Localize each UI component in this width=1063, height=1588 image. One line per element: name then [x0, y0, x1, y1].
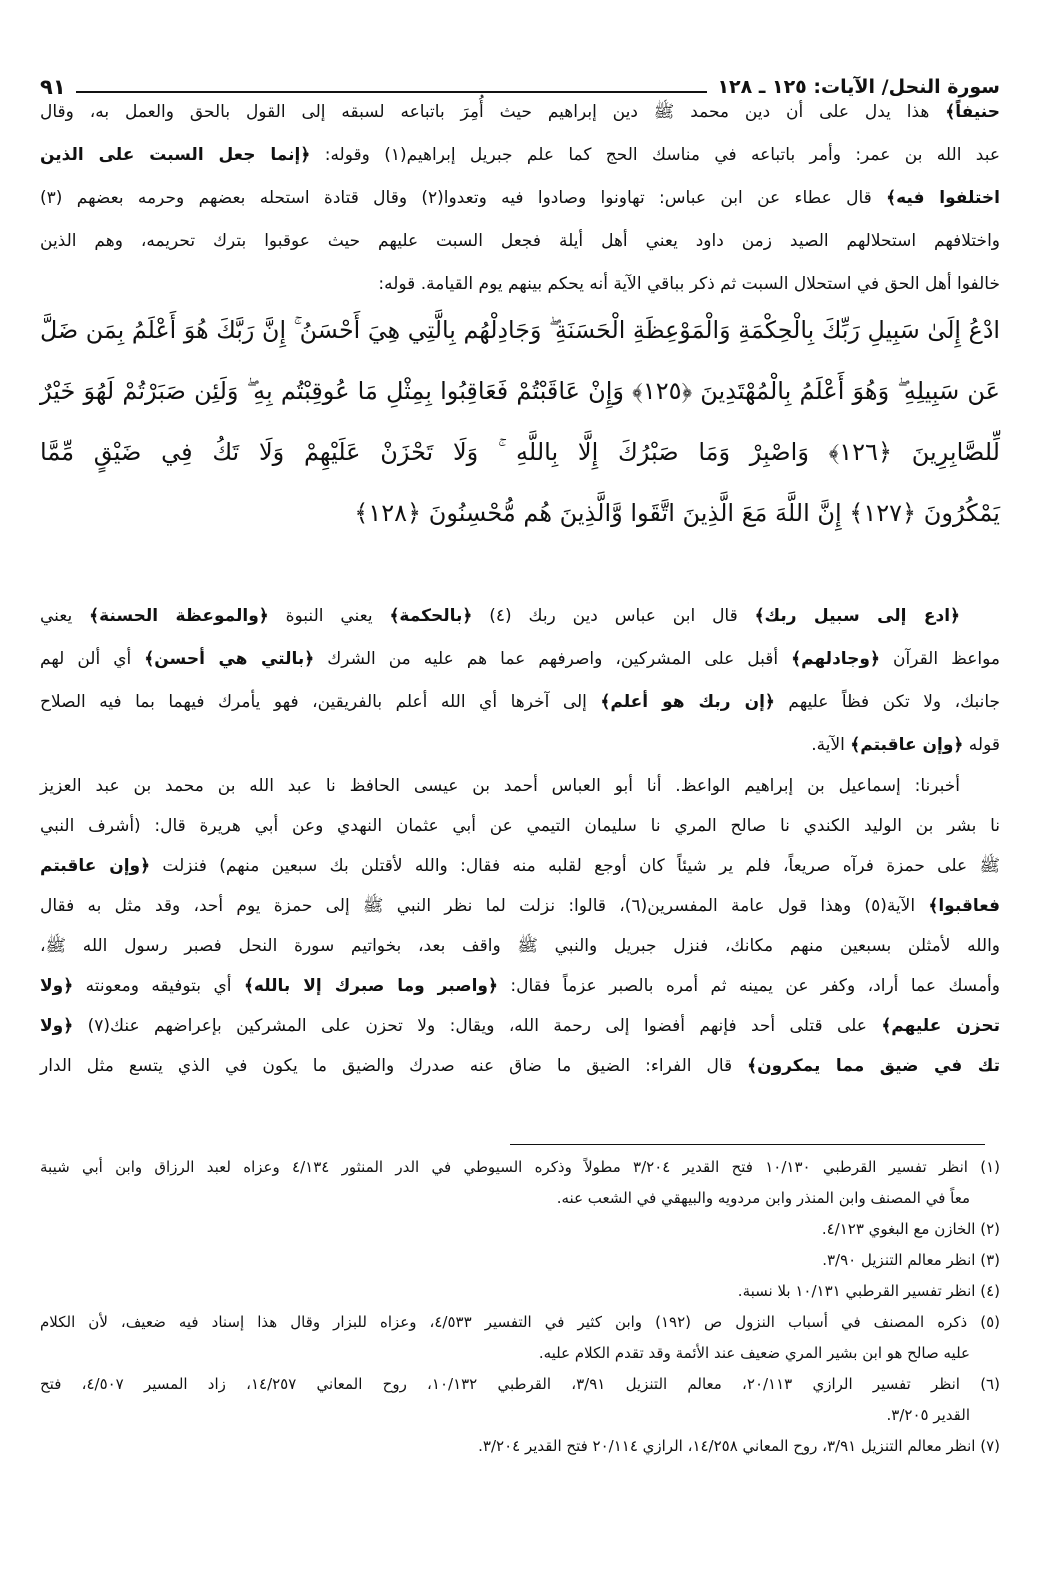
paragraph-line: [40, 221, 1000, 261]
line-text: [40, 649, 1000, 669]
line-text: [40, 776, 960, 796]
text-run: مواعظ القرآن: [879, 649, 1000, 669]
line-text: [40, 145, 1000, 165]
paragraph-line: [40, 966, 1000, 1006]
line-text: [40, 1016, 1000, 1036]
line-text: القدير ٣/٢٠٥.: [886, 1406, 970, 1424]
paragraph-line: [40, 725, 1000, 765]
text-run: خالفوا أهل الحق في استحلال السبت ثم ذكر بباقي الآية أنه يحكم بينهم يوم القيامة. قوله:: [378, 274, 1000, 294]
text-run: وأمسك عما أراد، وكفر عن يمينه ثم أمره بالصبر عزماً فقال:: [497, 976, 1000, 996]
text-run: قوله: [963, 735, 1000, 755]
line-text: [378, 274, 1000, 294]
line-text: [40, 231, 1000, 251]
text-run: قال عطاء عن ابن عباس: تهاونوا وصادوا فيه وتعدوا(٢) وقال قتادة استحله بعضهم وحرمه بعضهم (٣): [40, 188, 887, 208]
quoted-verse-text: ﴿وجادلهم﴾: [791, 649, 880, 669]
line-text: [40, 1056, 1000, 1076]
paragraph-line: [40, 135, 1000, 175]
line-text: [40, 896, 1000, 916]
quoted-verse-text: تحزن عليهم﴾: [881, 1016, 1000, 1036]
quoted-verse-text: ﴿بالتي هي أحسن﴾: [144, 649, 315, 669]
line-text: [40, 936, 1000, 956]
footnote-line: [40, 1276, 1000, 1306]
line-text: (٤) انظر تفسير القرطبي ١٠/١٣١ بلا نسبة.: [737, 1282, 1000, 1300]
line-text: (٥) ذكره المصنف في أسباب النزول ص (١٩٢) وابن كثير في التفسير ٤/٥٣٣، وعزاه للبزار وقال هذا إسناد فيه ضعيف، لأن الكلام: [40, 1313, 1000, 1331]
quran-verse-line: [40, 300, 1000, 360]
paragraph-line: [40, 886, 1000, 926]
paragraph-line: [40, 926, 1000, 966]
text-run: ﷺ على حمزة فرآه صريعاً، فلم ير شيئاً كان أوجع لقلبه منه فقال: والله لأقتلن بك سبعين منهم) فنزلت: [150, 856, 1001, 876]
quoted-verse-text: ﴿والموعظة الحسنة﴾: [89, 606, 269, 626]
paragraph-line: [40, 846, 1000, 886]
text-run: أخبرنا: إسماعيل بن إبراهيم الواعظ. أنا أبو العباس أحمد بن عيسى الحافظ نا عبد الله بن محمد بن عبد العزيز: [40, 776, 960, 796]
paragraph-line: [40, 766, 1000, 806]
paragraph-line: [40, 1046, 1000, 1086]
line-text: [40, 976, 1000, 996]
line-text: (٦) انظر تفسير الرازي ٢٠/١١٣، معالم التنزيل ٣/٩١، القرطبي ١٠/١٣٢، روح المعاني ١٤/٢٥٧، زاد المسير ٤/٥٠٧، فتح: [40, 1375, 1000, 1393]
quoted-verse-text: فعاقبوا﴾: [928, 896, 1001, 916]
paragraph-line: [40, 1006, 1000, 1046]
header-title: سورة النحل/ الآيات: ١٢٥ ـ ١٢٨: [717, 76, 1000, 98]
footnote-separator: [510, 1144, 985, 1145]
paragraph-line: [40, 682, 1000, 722]
line-text: [40, 188, 1000, 208]
footnote-line: [40, 1338, 1000, 1368]
quoted-verse-text: ﴿وإن عاقبتم﴾: [850, 735, 964, 755]
paragraph-line: [40, 178, 1000, 218]
footnote-line: [40, 1245, 1000, 1275]
quoted-verse-text: ﴿ولا: [40, 976, 74, 996]
text-run: والله لأمثلن بسبعين منهم مكانك، فنزل جبريل والنبي ﷺ واقف بعد، بخواتيم سورة النحل فصبر رسول الله ﷺ،: [40, 936, 1000, 956]
quoted-verse-text: ﴿بالحكمة﴾: [389, 606, 473, 626]
line-text: [40, 692, 1000, 712]
text-run: واختلافهم استحلالهم الصيد زمن داود يعني أهل أيلة فجعل السبت عليهم حيث عوقبوا بترك تحريمه، وهم الذين: [40, 231, 1000, 251]
text-run: يعني النبوة: [268, 606, 390, 626]
paragraph-line: [40, 639, 1000, 679]
paragraph-line: [40, 264, 1000, 304]
line-text: [40, 816, 1000, 836]
text-run: قال ابن عباس دين ربك (٤): [472, 606, 755, 626]
paragraph-line: [40, 92, 1000, 132]
line-text: (٣) انظر معالم التنزيل ٣/٩٠.: [822, 1251, 1000, 1269]
line-text: يَمْكُرُونَ ﴿١٢٧﴾ إِنَّ اللَّهَ مَعَ الَّذِينَ اتَّقَوا وَّالَّذِينَ هُم مُّحْسِنُونَ ﴿١٢٨﴾: [354, 499, 1000, 527]
quran-verse-line: [40, 422, 1000, 482]
text-run: إلى آخرها أي الله أعلم بالفريقين، فهو يأمرك فيهما بما فيه الصلاح: [40, 692, 601, 712]
line-text: (٢) الخازن مع البغوي ٤/١٢٣.: [821, 1220, 1000, 1238]
line-text: معاً في المصنف وابن المنذر وابن مردويه والبيهقي في الشعب عنه.: [556, 1189, 970, 1207]
footnote-line: [40, 1369, 1000, 1399]
footnote-line: [40, 1400, 1000, 1430]
quoted-verse-text: حنيفاً﴾: [945, 102, 1000, 122]
text-run: على قتلى أحد فإنهم أفضوا إلى رحمة الله، ويقال: ولا تحزن على المشركين بإعراضهم عنك(٧): [73, 1016, 882, 1036]
quran-verse-line: [40, 361, 1000, 421]
text-run: أي ألن لهم: [40, 649, 145, 669]
paragraph-line: [40, 806, 1000, 846]
line-text: (١) انظر تفسير القرطبي ١٠/١٣٠ فتح القدير ٣/٢٠٤ مطولاً وذكره السيوطي في الدر المنثور ٤/١٣٤ وعزاه لعبد الرزاق وابن أبي شيبة: [40, 1158, 1000, 1176]
page-number: ٩١: [40, 75, 66, 99]
text-run: الآية(٥) وهذا قول عامة المفسرين(٦)، قالوا: نزلت لما نظر النبي ﷺ إلى حمزة يوم أحد، وقد مثل به فقال: [40, 896, 929, 916]
line-text: [40, 856, 1000, 876]
text-run: نا بشر بن الوليد الكندي نا صالح المري نا سليمان التيمي عن أبي عثمان النهدي وعن أبي هريرة قال: (أشرف النبي: [40, 816, 1000, 836]
footnote-line: [40, 1152, 1000, 1182]
line-text: ادْعُ إِلَىٰ سَبِيلِ رَبِّكَ بِالْحِكْمَةِ وَالْمَوْعِظَةِ الْحَسَنَةِ ۖ وَجَادِلْهُم بِالَّتِي هِيَ أَحْسَنُ ۚ إِنَّ رَبَّكَ هُوَ أَعْلَمُ بِمَن ضَلَّ: [40, 316, 1000, 344]
footnote-line: [40, 1307, 1000, 1337]
quoted-verse-text: اختلفوا فيه﴾: [886, 188, 1000, 208]
paragraph-line: [40, 596, 1000, 636]
quoted-verse-text: تك في ضيق مما يمكرون﴾: [747, 1056, 1000, 1076]
quoted-verse-text: ﴿إن ربك هو أعلم﴾: [600, 692, 775, 712]
text-run: عبد الله بن عمر: وأمر باتباعه في مناسك الحج كما علم جبريل إبراهيم(١) وقوله:: [310, 145, 1000, 165]
line-text: لِّلصَّابِرِينَ ﴿١٢٦﴾ وَاصْبِرْ وَمَا صَبْرُكَ إِلَّا بِاللَّهِ ۚ وَلَا تَحْزَنْ عَلَيْهِمْ وَلَا تَكُ فِي ضَيْقٍ مِّمَّا: [40, 438, 1000, 466]
quoted-verse-text: ﴿ادع إلى سبيل ربك﴾: [754, 606, 960, 626]
quoted-verse-text: ﴿إنما جعل السبت على الذين: [40, 145, 311, 165]
line-text: [40, 606, 960, 626]
quoted-verse-text: ﴿واصبر وما صبرك إلا بالله﴾: [243, 976, 498, 996]
footnote-line: [40, 1431, 1000, 1461]
quoted-verse-text: ﴿ولا: [40, 1016, 74, 1036]
quoted-verse-text: ﴿وإن عاقبتم: [40, 856, 151, 876]
footnote-line: [40, 1183, 1000, 1213]
quran-verse-line: [40, 483, 1000, 543]
text-run: أقبل على المشركين، واصرفهم عما هم عليه من الشرك: [314, 649, 792, 669]
line-text: [40, 102, 1000, 122]
line-text: (٧) انظر معالم التنزيل ٣/٩١، روح المعاني ١٤/٢٥٨، الرازي ٢٠/١١٤ فتح القدير ٣/٢٠٤.: [478, 1437, 1000, 1455]
text-run: جانبك، ولا تكن فظاً عليهم: [774, 692, 1001, 712]
text-run: الآية.: [811, 735, 851, 755]
text-run: قال الفراء: الضيق ما ضاق عنه صدرك والضيق ما يكون في الذي يتسع مثل الدار: [40, 1056, 748, 1076]
text-run: أي بتوفيقه ومعونته: [73, 976, 244, 996]
line-text: [811, 735, 1000, 755]
footnote-line: [40, 1214, 1000, 1244]
line-text: عليه صالح هو ابن بشير المري ضعيف عند الأئمة وقد تقدم الكلام عليه.: [538, 1344, 970, 1362]
text-run: يعني: [40, 606, 90, 626]
line-text: عَن سَبِيلِهِ ۖ وَهُوَ أَعْلَمُ بِالْمُهْتَدِينَ ﴿١٢٥﴾ وَإِنْ عَاقَبْتُمْ فَعَاقِبُوا بِمِثْلِ مَا عُوقِبْتُم بِهِ ۖ وَلَئِن صَبَرْتُمْ لَهُوَ خَيْرٌ: [40, 377, 1000, 405]
text-run: هذا يدل على أن دين محمد ﷺ دين إبراهيم حيث أُمِرَ باتباعه لسبقه إلى القول بالحق والعمل به، وقال: [40, 102, 946, 122]
